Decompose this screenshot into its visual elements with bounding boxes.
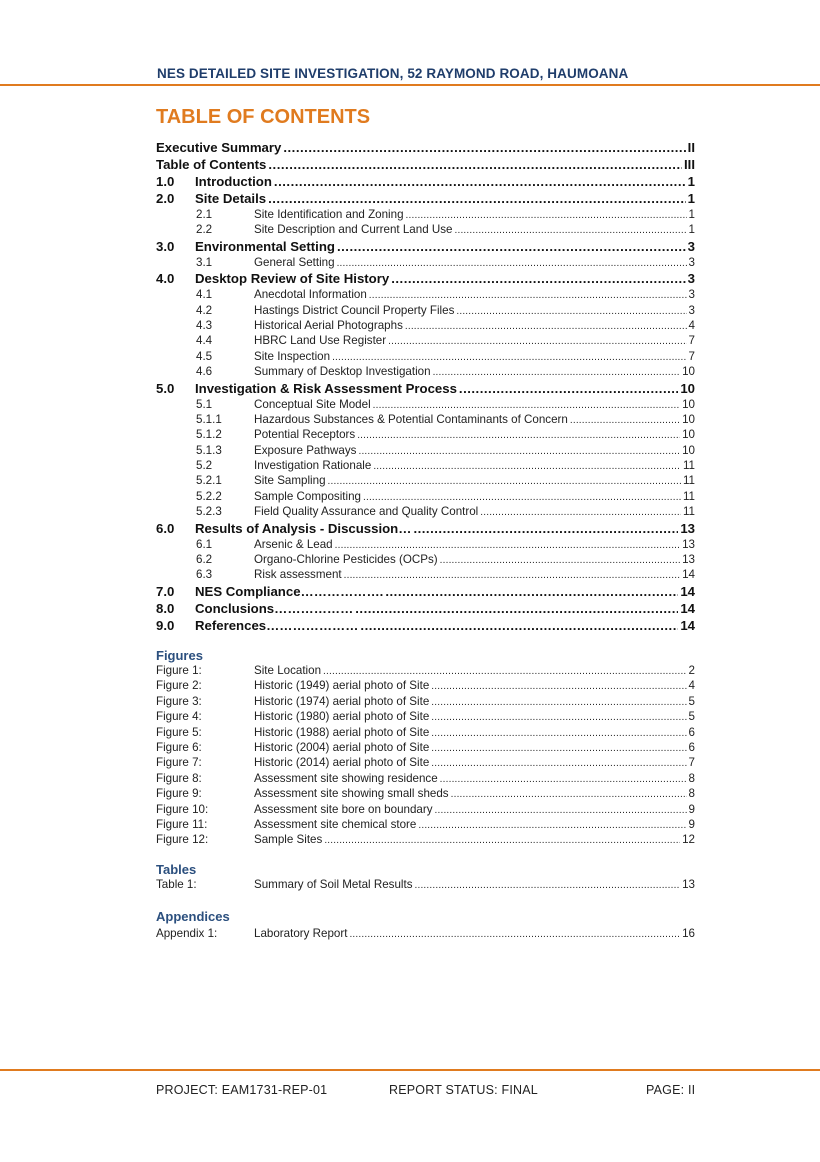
entry-page: 14 bbox=[680, 600, 695, 616]
entry-leader bbox=[570, 412, 680, 427]
entry-page: 1 bbox=[687, 191, 695, 206]
footer-report-status: REPORT STATUS: FINAL bbox=[389, 1083, 538, 1097]
toc-entry[interactable] bbox=[156, 552, 695, 567]
entry-title: Historic (2014) aerial photo of Site bbox=[254, 756, 430, 770]
entry-title: Hastings District Council Property Files bbox=[254, 303, 455, 317]
toc-entry[interactable] bbox=[156, 318, 695, 333]
toc-entry[interactable] bbox=[156, 504, 695, 519]
entry-title: Anecdotal Information bbox=[254, 288, 367, 302]
toc-entry[interactable] bbox=[156, 725, 695, 740]
entry-page: 7 bbox=[688, 349, 695, 363]
entry-title: Conceptual Site Model bbox=[254, 397, 371, 411]
entry-leader bbox=[373, 458, 681, 473]
entry-title: Executive Summary bbox=[156, 140, 282, 155]
entry-title: Investigation & Risk Assessment Process bbox=[195, 380, 457, 396]
entry-number: 8.0 bbox=[156, 600, 175, 616]
appendices-heading: Appendices bbox=[156, 909, 230, 924]
entry-page: 4 bbox=[688, 318, 695, 332]
entry-leader bbox=[344, 567, 680, 582]
entry-page: II bbox=[687, 140, 695, 155]
entry-number: 6.0 bbox=[156, 520, 175, 536]
entry-leader bbox=[337, 255, 687, 270]
entry-title: General Setting bbox=[254, 255, 335, 269]
entry-page: 4 bbox=[688, 679, 695, 693]
entry-page: 6 bbox=[688, 740, 695, 754]
entry-page: 10 bbox=[680, 380, 695, 396]
toc-entry[interactable] bbox=[156, 802, 695, 817]
toc-entry[interactable] bbox=[156, 443, 695, 458]
entry-number: Figure 11: bbox=[156, 817, 208, 831]
entry-number: 5.1.3 bbox=[196, 443, 222, 457]
entry-number: 4.2 bbox=[196, 303, 213, 317]
entry-number: 3.1 bbox=[196, 255, 213, 269]
entry-leader bbox=[324, 832, 680, 847]
entry-number: 3.0 bbox=[156, 238, 175, 254]
toc-entry[interactable] bbox=[156, 663, 695, 678]
entry-page: 5 bbox=[688, 710, 695, 724]
toc-entry[interactable] bbox=[156, 364, 695, 379]
toc-entry[interactable] bbox=[156, 877, 695, 892]
entry-page: 3 bbox=[687, 238, 695, 254]
entry-leader bbox=[391, 270, 685, 287]
entry-number: 5.2.1 bbox=[196, 474, 222, 488]
entry-page: 1 bbox=[688, 223, 695, 237]
entry-leader bbox=[435, 802, 687, 817]
entry-number: 4.3 bbox=[196, 318, 213, 332]
entry-leader bbox=[357, 427, 680, 442]
entry-page: 1 bbox=[688, 208, 695, 221]
entry-title: HBRC Land Use Register bbox=[254, 334, 387, 348]
entry-page: 11 bbox=[682, 474, 695, 488]
entry-page: 13 bbox=[682, 553, 695, 567]
entry-number: Figure 4: bbox=[156, 710, 202, 724]
entry-number: Figure 6: bbox=[156, 740, 202, 754]
entry-leader bbox=[406, 207, 687, 222]
entry-leader bbox=[480, 504, 681, 519]
figures-heading: Figures bbox=[156, 648, 203, 663]
entry-page: 3 bbox=[688, 303, 695, 317]
entry-number: 4.1 bbox=[196, 288, 213, 302]
entry-page: 8 bbox=[688, 787, 695, 801]
toc-entry[interactable] bbox=[156, 412, 695, 427]
entry-number: Figure 5: bbox=[156, 725, 202, 739]
entry-leader bbox=[413, 520, 678, 537]
toc-entry[interactable] bbox=[156, 567, 695, 582]
entry-leader bbox=[418, 817, 686, 832]
entry-number: Figure 10: bbox=[156, 802, 209, 816]
entry-leader bbox=[431, 725, 686, 740]
table-of-contents bbox=[156, 139, 695, 634]
entry-title: Assessment site chemical store bbox=[254, 817, 417, 831]
footer-project: PROJECT: EAM1731-REP-01 bbox=[156, 1083, 328, 1097]
entry-number: Figure 3: bbox=[156, 694, 202, 708]
toc-entry[interactable] bbox=[156, 926, 695, 941]
tables-heading: Tables bbox=[156, 862, 197, 877]
entry-leader bbox=[456, 303, 686, 318]
entry-number: Figure 8: bbox=[156, 771, 202, 785]
entry-number: 5.2.2 bbox=[196, 489, 222, 503]
entry-title: Site Inspection bbox=[254, 349, 331, 363]
entry-title: NES Compliance………………. bbox=[195, 583, 384, 599]
entry-number: Figure 9: bbox=[156, 787, 202, 801]
figures-list bbox=[156, 663, 695, 848]
toc-entry[interactable] bbox=[156, 537, 695, 552]
entry-leader bbox=[332, 349, 686, 364]
entry-title: Conclusions……………… bbox=[195, 600, 354, 616]
entry-number: 1.0 bbox=[156, 174, 175, 189]
entry-leader bbox=[431, 678, 686, 693]
footer-page-number: PAGE: II bbox=[646, 1083, 696, 1097]
entry-page: 13 bbox=[680, 520, 695, 536]
entry-page: 10 bbox=[682, 428, 695, 442]
toc-entry[interactable] bbox=[156, 397, 695, 412]
entry-page: 12 bbox=[682, 833, 695, 847]
entry-number: Figure 2: bbox=[156, 679, 202, 693]
entry-number: 5.1 bbox=[196, 397, 213, 411]
entry-leader bbox=[455, 222, 687, 237]
entry-page: 11 bbox=[682, 459, 695, 473]
entry-title: Site Identification and Zoning bbox=[254, 208, 404, 221]
toc-entry[interactable] bbox=[156, 173, 695, 190]
entry-leader bbox=[349, 926, 680, 941]
entry-title: Hazardous Substances & Potential Contaminants of Concern bbox=[254, 412, 568, 426]
toc-entry[interactable] bbox=[156, 380, 695, 397]
entry-page: 10 bbox=[682, 365, 695, 379]
toc-entry[interactable] bbox=[156, 600, 695, 617]
entry-title: Risk assessment bbox=[254, 568, 342, 582]
appendices-list bbox=[156, 926, 695, 941]
entry-page: 6 bbox=[688, 725, 695, 739]
entry-leader bbox=[363, 489, 681, 504]
entry-leader bbox=[274, 173, 686, 190]
entry-leader bbox=[369, 287, 687, 302]
toc-entry[interactable] bbox=[156, 139, 695, 156]
entry-number: 6.1 bbox=[196, 537, 213, 551]
entry-number: 5.0 bbox=[156, 380, 175, 396]
toc-entry[interactable] bbox=[156, 333, 695, 348]
entry-page: 13 bbox=[682, 878, 695, 891]
entry-leader bbox=[431, 694, 686, 709]
entry-title: Results of Analysis - Discussion… bbox=[195, 520, 412, 536]
header-divider bbox=[0, 84, 820, 86]
entry-number: 4.0 bbox=[156, 271, 175, 287]
entry-number: 7.0 bbox=[156, 583, 175, 599]
entry-page: 9 bbox=[688, 802, 695, 816]
entry-title: Organo-Chlorine Pesticides (OCPs) bbox=[254, 553, 438, 567]
entry-page: 10 bbox=[682, 397, 695, 411]
entry-page: 1 bbox=[687, 174, 695, 189]
toc-entry[interactable] bbox=[156, 832, 695, 847]
entry-title: Historical Aerial Photographs bbox=[254, 318, 403, 332]
entry-number: 4.4 bbox=[196, 334, 213, 348]
entry-title: Historic (1988) aerial photo of Site bbox=[254, 725, 430, 739]
entry-number: 2.0 bbox=[156, 191, 175, 206]
entry-leader bbox=[440, 771, 687, 786]
entry-title: Field Quality Assurance and Quality Control bbox=[254, 505, 479, 519]
entry-leader bbox=[283, 139, 685, 156]
entry-title: Introduction bbox=[195, 174, 272, 189]
toc-entry[interactable] bbox=[156, 489, 695, 504]
entry-title: Arsenic & Lead bbox=[254, 537, 333, 551]
entry-leader bbox=[335, 537, 680, 552]
toc-entry[interactable] bbox=[156, 755, 695, 770]
entry-number: 2.1 bbox=[196, 208, 213, 221]
toc-entry[interactable] bbox=[156, 255, 695, 270]
toc-entry[interactable] bbox=[156, 678, 695, 693]
toc-entry[interactable] bbox=[156, 222, 695, 237]
entry-title: Historic (1949) aerial photo of Site bbox=[254, 679, 430, 693]
entry-number: 5.1.2 bbox=[196, 428, 222, 442]
toc-title: TABLE OF CONTENTS bbox=[156, 106, 371, 128]
toc-entry[interactable] bbox=[156, 520, 695, 537]
entry-title: Table of Contents bbox=[156, 157, 267, 172]
entry-leader bbox=[268, 156, 682, 173]
entry-page: III bbox=[684, 157, 695, 172]
entry-title: Site Details bbox=[195, 191, 267, 206]
entry-page: 10 bbox=[682, 443, 695, 457]
entry-page: 9 bbox=[688, 817, 695, 831]
entry-leader bbox=[385, 583, 678, 600]
entry-number: 4.5 bbox=[196, 349, 213, 363]
toc-entry[interactable] bbox=[156, 303, 695, 318]
entry-number: 2.2 bbox=[196, 223, 213, 237]
toc-entry[interactable] bbox=[156, 270, 695, 287]
entry-title: Assessment site showing small sheds bbox=[254, 787, 449, 801]
entry-leader bbox=[451, 786, 687, 801]
entry-page: 3 bbox=[687, 271, 695, 287]
entry-leader bbox=[431, 740, 686, 755]
entry-page: 5 bbox=[688, 694, 695, 708]
entry-title: Summary of Soil Metal Results bbox=[254, 878, 413, 891]
entry-page: 13 bbox=[682, 537, 695, 551]
entry-page: 11 bbox=[682, 505, 695, 519]
entry-leader bbox=[323, 663, 687, 678]
toc-entry[interactable] bbox=[156, 190, 695, 207]
toc-entry[interactable] bbox=[156, 709, 695, 724]
toc-entry[interactable] bbox=[156, 458, 695, 473]
entry-number: Figure 7: bbox=[156, 756, 202, 770]
entry-leader bbox=[388, 333, 686, 348]
entry-title: Potential Receptors bbox=[254, 428, 356, 442]
entry-page: 14 bbox=[680, 617, 695, 633]
entry-number: 6.3 bbox=[196, 568, 213, 582]
entry-number: Figure 12: bbox=[156, 833, 209, 847]
entry-title: Sample Compositing bbox=[254, 489, 361, 503]
entry-title: Site Location bbox=[254, 664, 322, 677]
entry-number: 4.6 bbox=[196, 365, 213, 379]
toc-entry[interactable] bbox=[156, 740, 695, 755]
tables-list bbox=[156, 877, 695, 892]
entry-leader bbox=[355, 600, 678, 617]
entry-leader bbox=[433, 364, 681, 379]
entry-leader bbox=[440, 552, 680, 567]
entry-page: 11 bbox=[682, 489, 695, 503]
toc-entry[interactable] bbox=[156, 771, 695, 786]
entry-leader bbox=[268, 190, 686, 207]
entry-title: Historic (2004) aerial photo of Site bbox=[254, 740, 430, 754]
entry-title: Summary of Desktop Investigation bbox=[254, 365, 431, 379]
entry-leader bbox=[459, 380, 678, 397]
entry-number: Table 1: bbox=[156, 878, 197, 891]
toc-entry[interactable] bbox=[156, 786, 695, 801]
entry-leader bbox=[431, 709, 686, 724]
entry-title: Site Sampling bbox=[254, 474, 326, 488]
entry-leader bbox=[337, 238, 686, 255]
entry-leader bbox=[358, 443, 680, 458]
entry-number: 5.2 bbox=[196, 459, 213, 473]
entry-page: 7 bbox=[688, 756, 695, 770]
entry-leader bbox=[360, 617, 678, 634]
toc-entry[interactable] bbox=[156, 694, 695, 709]
entry-page: 3 bbox=[688, 288, 695, 302]
toc-entry[interactable] bbox=[156, 583, 695, 600]
entry-number: 5.2.3 bbox=[196, 505, 222, 519]
entry-number: Figure 1: bbox=[156, 664, 202, 677]
document-header-title: NES DETAILED SITE INVESTIGATION, 52 RAYMOND ROAD, HAUMOANA bbox=[157, 66, 629, 81]
entry-number: 5.1.1 bbox=[196, 412, 222, 426]
entry-page: 10 bbox=[682, 412, 695, 426]
toc-entry[interactable] bbox=[156, 207, 695, 222]
toc-entry[interactable] bbox=[156, 238, 695, 255]
toc-entry[interactable] bbox=[156, 473, 695, 488]
entry-title: Laboratory Report bbox=[254, 927, 348, 940]
entry-page: 14 bbox=[682, 568, 695, 582]
toc-entry[interactable] bbox=[156, 287, 695, 302]
entry-title: Desktop Review of Site History bbox=[195, 271, 390, 287]
entry-page: 8 bbox=[688, 771, 695, 785]
entry-title: Investigation Rationale bbox=[254, 459, 372, 473]
toc-entry[interactable] bbox=[156, 349, 695, 364]
entry-title: Historic (1974) aerial photo of Site bbox=[254, 694, 430, 708]
entry-leader bbox=[415, 877, 681, 892]
entry-page: 2 bbox=[688, 664, 695, 677]
entry-page: 7 bbox=[688, 334, 695, 348]
toc-entry[interactable] bbox=[156, 617, 695, 634]
toc-entry[interactable] bbox=[156, 427, 695, 442]
footer-divider bbox=[0, 1069, 820, 1071]
toc-entry[interactable] bbox=[156, 156, 695, 173]
entry-page: 16 bbox=[682, 927, 695, 940]
toc-entry[interactable] bbox=[156, 817, 695, 832]
entry-title: Assessment site bore on boundary bbox=[254, 802, 433, 816]
entry-leader bbox=[405, 318, 687, 333]
entry-title: Assessment site showing residence bbox=[254, 771, 438, 785]
entry-title: Sample Sites bbox=[254, 833, 323, 847]
entry-leader bbox=[328, 473, 681, 488]
entry-title: References………………… bbox=[195, 617, 359, 633]
entry-page: 14 bbox=[680, 583, 695, 599]
entry-number: Appendix 1: bbox=[156, 927, 218, 940]
entry-title: Exposure Pathways bbox=[254, 443, 357, 457]
entry-title: Environmental Setting bbox=[195, 238, 335, 254]
entry-title: Historic (1980) aerial photo of Site bbox=[254, 710, 430, 724]
entry-leader bbox=[431, 755, 686, 770]
entry-leader bbox=[373, 397, 680, 412]
entry-number: 9.0 bbox=[156, 617, 175, 633]
entry-page: 3 bbox=[688, 255, 695, 269]
entry-number: 6.2 bbox=[196, 553, 213, 567]
entry-title: Site Description and Current Land Use bbox=[254, 223, 453, 237]
